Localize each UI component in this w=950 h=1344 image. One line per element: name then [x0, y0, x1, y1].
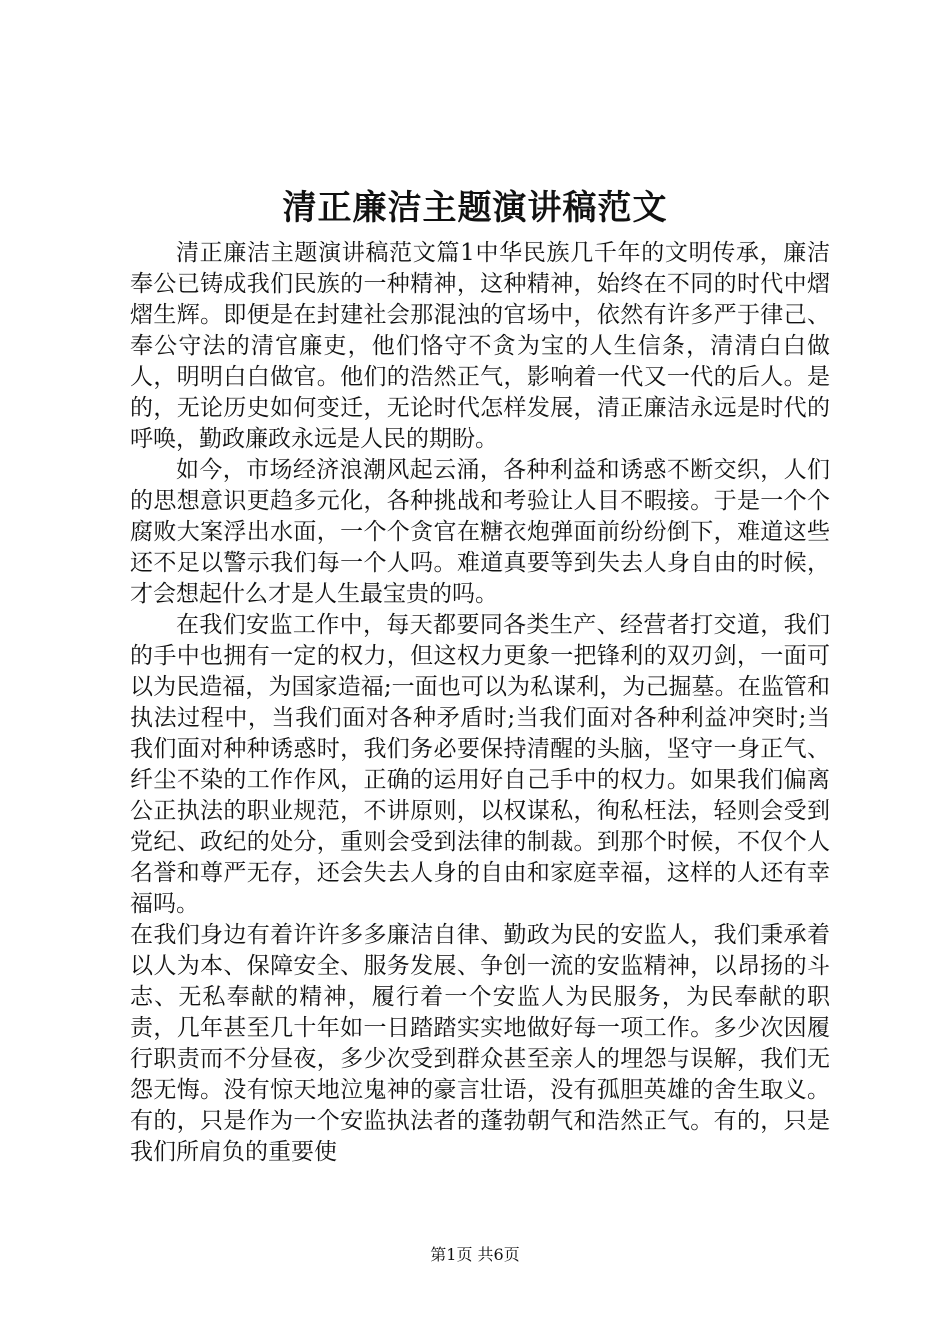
- paragraph-2: 如今，市场经济浪潮风起云涌，各种利益和诱惑不断交织，人们的思想意识更趋多元化，各种挑战和考验让人目不暇接。于是一个个腐败大案浮出水面，一个个贪官在糖衣炮弹面前纷纷倒下，难道这些还不足以警示我们每一个人吗。难道真要等到失去人身自由的时候，才会想起什么才是人生最宝贵的吗。: [130, 457, 830, 607]
- page-footer: 第1页 共6页: [430, 1245, 520, 1264]
- paragraph-1: 清正廉洁主题演讲稿范文篇1中华民族几千年的文明传承，廉洁奉公已铸成我们民族的一种精神，这种精神，始终在不同的时代中熠熠生辉。即便是在封建社会那混浊的官场中，依然有许多严于律己、奉公守法的清官廉吏，他们恪守不贪为宝的人生信条，清清白白做人，明明白白做官。他们的浩然正气，影响着一代又一代的后人。是的，无论历史如何变迁，无论时代怎样发展，清正廉洁永远是时代的呼唤，勤政廉政永远是人民的期盼。: [130, 240, 830, 452]
- document-title: 清正廉洁主题演讲稿范文: [282, 188, 668, 228]
- document-body: [130, 238, 830, 1168]
- paragraph-3: 在我们安监工作中，每天都要同各类生产、经营者打交道，我们的手中也拥有一定的权力，但这权力更象一把锋利的双刃剑，一面可以为民造福，为国家造福;一面也可以为私谋利，为己掘墓。在监管和执法过程中，当我们面对各种矛盾时;当我们面对各种利益冲突时;当我们面对种种诱惑时，我们务必要保持清醒的头脑，坚守一身正气、纤尘不染的工作作风，正确的运用好自己手中的权力。如果我们偏离公正执法的职业规范，不讲原则，以权谋私，徇私枉法，轻则会受到党纪、政纪的处分，重则会受到法律的制裁。到那个时候，不仅个人名誉和尊严无存，还会失去人身的自由和家庭幸福，这样的人还有幸福吗。: [130, 612, 830, 917]
- paragraph-4: 在我们身边有着许许多多廉洁自律、勤政为民的安监人，我们秉承着以人为本、保障安全、服务发展、争创一流的安监精神，以昂扬的斗志、无私奉献的精神，履行着一个安监人为民服务，为民奉献的职责，几年甚至几十年如一日踏踏实实地做好每一项工作。多少次因履行职责而不分昼夜，多少次受到群众甚至亲人的埋怨与误解，我们无怨无悔。没有惊天地泣鬼神的豪言壮语，没有孤胆英雄的舍生取义。有的，只是作为一个安监执法者的蓬勃朝气和浩然正气。有的，只是我们所肩负的重要使: [130, 922, 830, 1165]
